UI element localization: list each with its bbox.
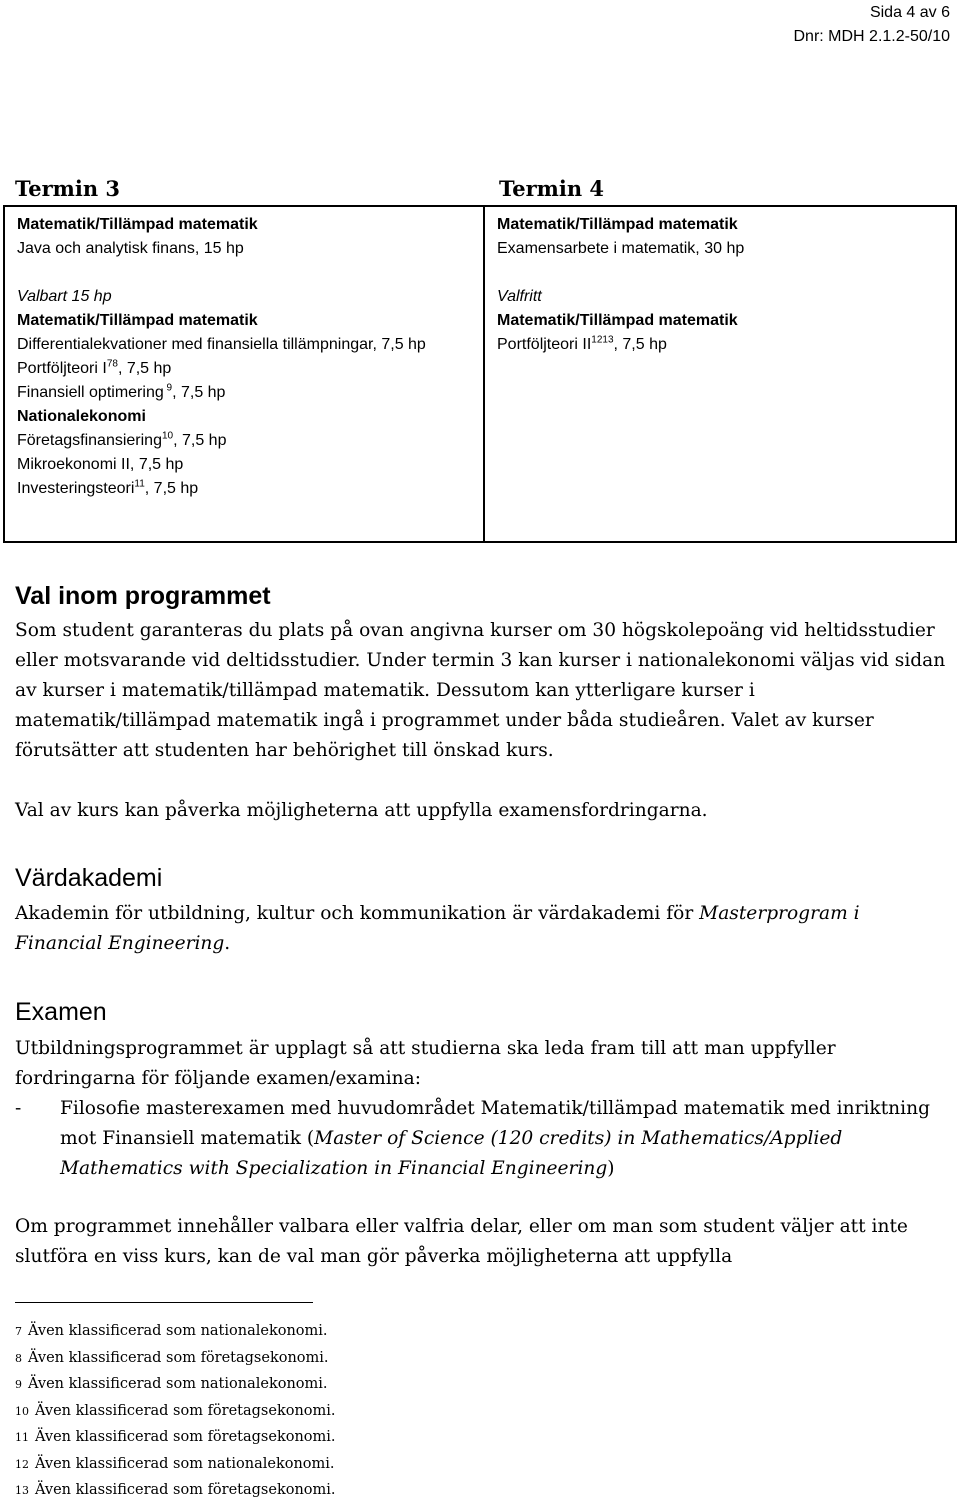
footnote-12: 12 Även klassificerad som nationalekonomi. (15, 1456, 335, 1472)
term4-math-group: Matematik/Tillämpad matematik (497, 312, 738, 329)
course-investment: Investeringsteori$^{11}$, 7,5 hp (17, 478, 199, 497)
term3-math-group: Matematik/Tillämpad matematik (17, 312, 258, 329)
footnote-9: 9 Även klassificerad som nationalekonomi. (15, 1376, 328, 1392)
val-heading: Val inom programmet (15, 582, 271, 610)
term3-econ-group: Nationalekonomi (17, 408, 146, 425)
terms-table (3, 205, 957, 543)
term3-course: Java och analytisk finans, 15 hp (17, 240, 244, 257)
term4-optional-label: Valfritt (497, 288, 542, 305)
term4-course-group: Matematik/Tillämpad matematik (497, 216, 738, 233)
term3-elective-label: Valbart 15 hp (17, 288, 112, 305)
term3-cell (4, 206, 484, 542)
vard-paragraph: Akademin för utbildning, kultur och kommunikation är värdakademi för Masterprogram i Financial Engineering. (15, 903, 860, 954)
term4-course: Examensarbete i matematik, 30 hp (497, 240, 745, 257)
course-portfolio-1: Portföljteori $I^{78}$, 7,5 hp (17, 358, 172, 377)
course-micro: Mikroekonomi II, 7,5 hp (17, 456, 184, 473)
footnote-7: 7 Även klassificerad som nationalekonomi. (15, 1323, 328, 1339)
footnote-10: 10 Även klassificerad som företagsekonomi. (15, 1403, 336, 1419)
term4-heading: Termin 4 (499, 176, 605, 201)
course-portfolio-2: Portföljteori $II^{1213}$, 7,5 hp (497, 334, 667, 353)
exam-intro: Utbildningsprogrammet är upplagt så att studierna ska leda fram till att man uppfyller fordringarna för följande examen/examina: (15, 1038, 836, 1089)
page-number: Sida 4 av 6 (869, 4, 950, 21)
footnote-11: 11 Även klassificerad som företagsekonomi. (15, 1429, 336, 1445)
exam-dash: - (15, 1098, 22, 1119)
course-fin-opt: Finansiell optimering $^9$, 7,5 hp (17, 382, 226, 401)
course-diff-eq: Differentialekvationer med finansiella tillämpningar, 7,5 hp (17, 336, 426, 353)
document-number: Dnr: MDH 2.1.2-50/10 (793, 28, 950, 45)
term3-heading: Termin 3 (15, 176, 121, 201)
exam-degree-item: Filosofie masterexamen med huvudområdet Matematik/tillämpad matematik med inriktning mot Finansiell matematik (Master of Science (120 credits) in Mathematics/Applied Mathematics with Specialization in Financial Engineering) (60, 1098, 930, 1179)
val-paragraph: Som student garanteras du plats på ovan angivna kurser om 30 högskolepoäng vid heltidsstudier eller motsvarande vid deltidsstudier. Under termin 3 kan kurser i nationalekonomi väljas vid sidan av kurser i matematik/tillämpad matematik. Dessutom kan ytterligare kurser i matematik/tillämpad matematik ingå i programmet under båda studieåren. Valet av kurser förutsätter att studenten har behörighet till önskad kurs. (15, 620, 946, 761)
exam-heading: Examen (15, 998, 107, 1026)
footnote-8: 8 Även klassificerad som företagsekonomi. (15, 1350, 329, 1366)
vard-heading: Värdakademi (15, 864, 163, 892)
term3-course-group: Matematik/Tillämpad matematik (17, 216, 258, 233)
footnote-13: 13 Även klassificerad som företagsekonomi. (15, 1482, 336, 1498)
val-note: Val av kurs kan påverka möjligheterna att uppfylla examensfordringarna. (15, 800, 708, 821)
course-corp-fin: Företagsfinansiering$^{10}$, 7,5 hp (17, 430, 227, 449)
exam-outro: Om programmet innehåller valbara eller valfria delar, eller om man som student väljer att inte slutföra en viss kurs, kan de val man gör påverka möjligheterna att uppfylla (15, 1216, 908, 1267)
footnote-divider (15, 1302, 313, 1303)
term4-cell (484, 206, 956, 542)
